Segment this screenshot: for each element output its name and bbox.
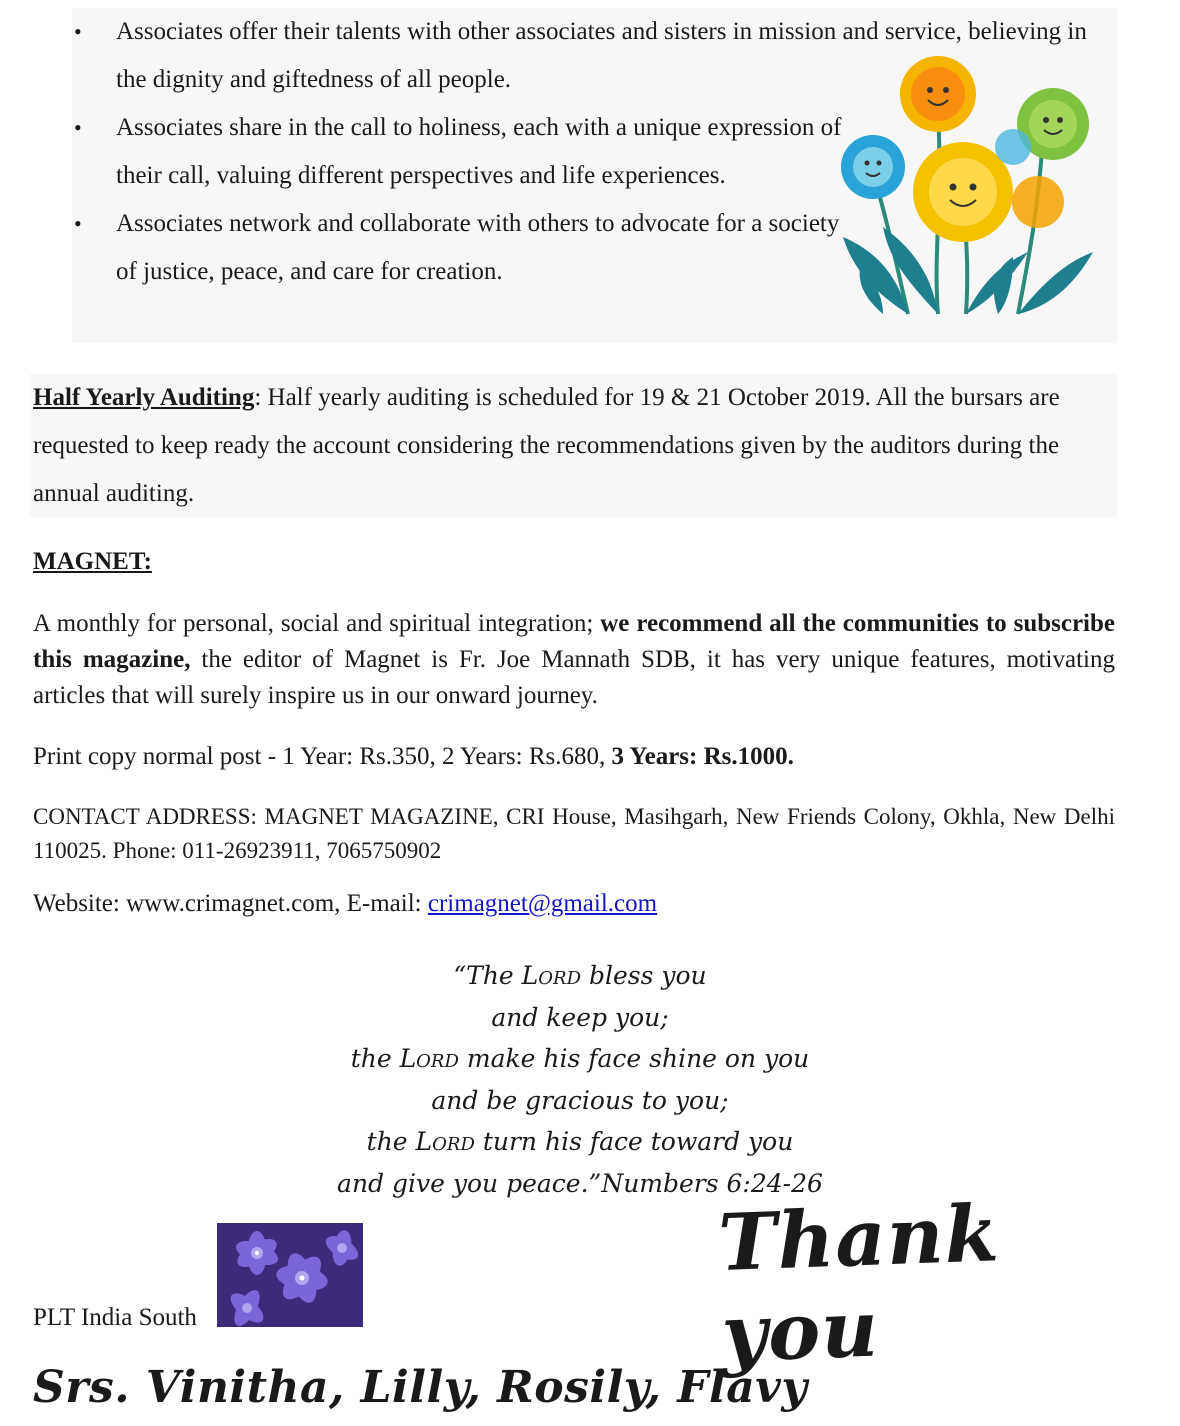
magnet-price [33, 739, 1115, 775]
verse-line-2: and keep you; [491, 1002, 669, 1032]
list-item: • Associates share in the call to holiness, each with a unique expression of their call, valuing different perspectives and life experiences. [72, 104, 842, 200]
auditing-paragraph [33, 374, 1093, 518]
contact-address: CONTACT ADDRESS: MAGNET MAGAZINE, CRI House, Masihgarh, New Friends Colony, Okhla, New Delhi 110025. Phone: 011-26923911, 7065750902 [33, 804, 1115, 863]
email-link[interactable]: crimagnet@gmail.com [427, 890, 658, 917]
magnet-heading: MAGNET: [33, 548, 152, 575]
list-item: • Associates offer their talents with other associates and sisters in mission and service, believing in the dignity and giftedness of all people. [72, 8, 1116, 104]
website-prefix: Website: www.crimagnet.com, E-mail: [33, 890, 428, 917]
verse-line-6: and give you peace.”Numbers 6:24-26 [337, 1168, 823, 1198]
verse-line-5: the Lord turn his face toward you [366, 1127, 794, 1156]
website-line [33, 890, 657, 918]
intro-start: A monthly for personal, social and spiritual integration; [33, 610, 601, 637]
blessing-verse [330, 955, 830, 1204]
verse-line-1: “The Lord bless you [453, 961, 707, 990]
auditing-heading: Half Yearly Auditing [33, 384, 255, 411]
verse-line-3: the Lord make his face shine on you [350, 1044, 810, 1073]
signature-names: Srs. Vinitha, Lilly, Rosily, Flavy [33, 1362, 808, 1413]
verse-line-4: and be gracious to you; [431, 1085, 729, 1115]
associates-list [72, 8, 1087, 296]
intro-bold: we recommend all the communities to subscribe this magazine, [33, 610, 1115, 673]
violet-flowers-image [217, 1223, 363, 1327]
list-item: • Associates network and collaborate with others to advocate for a society of justice, peace, and care for creation. [72, 200, 842, 296]
intro-end: the editor of Magnet is Fr. Joe Mannath SDB, it has very unique features, motivating articles that will surely inspire us in our onward journey. [33, 646, 1115, 709]
price-start: Print copy normal post - 1 Year: Rs.350, 2 Years: Rs.680, [33, 743, 612, 770]
sender-name: PLT India South [33, 1304, 197, 1331]
price-bold: 3 Years: Rs.1000. [611, 743, 794, 770]
magnet-intro [33, 606, 1115, 714]
auditing-text: : Half yearly auditing is scheduled for 19 & 21 October 2019. All the bursars are requested to keep ready the account considering the recommendations given by the auditors during the annual auditing. [33, 384, 1060, 507]
auditing-section [30, 374, 1117, 517]
thank-you-script: Thank you [716, 1188, 1002, 1380]
sunflowers-illustration [838, 52, 1100, 320]
